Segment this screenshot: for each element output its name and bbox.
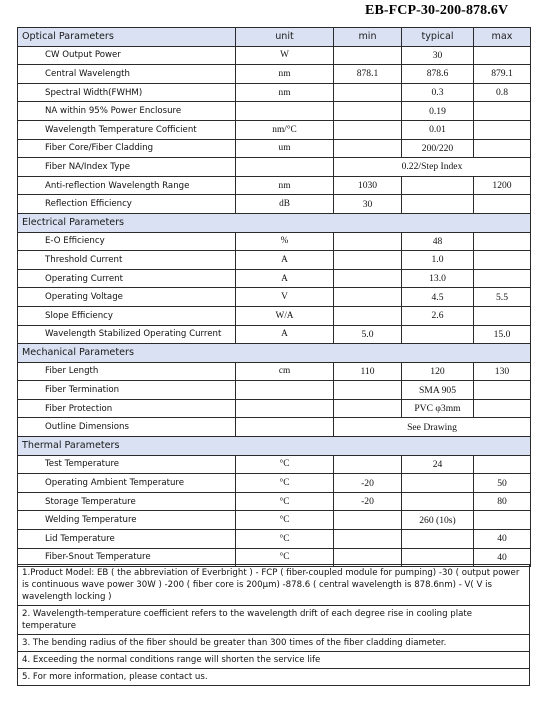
max-cell — [474, 306, 531, 325]
unit-cell: °C — [236, 455, 334, 474]
table-row — [18, 251, 531, 270]
typical-cell — [402, 195, 474, 214]
max-cell — [474, 195, 531, 214]
parameter-name: Operating Voltage — [18, 288, 236, 307]
table-row — [18, 139, 531, 158]
max-cell — [474, 269, 531, 288]
typical-cell — [402, 474, 474, 493]
section-title: Electrical Parameters — [18, 213, 531, 232]
parameter-name: Operating Current — [18, 269, 236, 288]
table-row — [18, 83, 531, 102]
table-row — [18, 176, 531, 195]
table-row — [18, 232, 531, 251]
unit-cell: V — [236, 288, 334, 307]
section-title: Mechanical Parameters — [18, 344, 531, 363]
typical-cell: 200/220 — [402, 139, 474, 158]
table-row — [18, 362, 531, 381]
min-cell — [334, 381, 402, 400]
typical-cell: 13.0 — [402, 269, 474, 288]
unit-cell: dB — [236, 195, 334, 214]
typical-cell: 0.01 — [402, 120, 474, 139]
min-cell — [334, 306, 402, 325]
min-cell — [334, 511, 402, 530]
parameter-name: Welding Temperature — [18, 511, 236, 530]
table-row — [18, 46, 531, 65]
min-cell: -20 — [334, 492, 402, 511]
max-cell: 130 — [474, 362, 531, 381]
model-number: EB-FCP-30-200-878.6V — [365, 3, 509, 18]
unit-cell: A — [236, 251, 334, 270]
typical-cell: SMA 905 — [402, 381, 474, 400]
typical-cell: 30 — [402, 46, 474, 65]
parameter-name: Lid Temperature — [18, 530, 236, 549]
parameter-name: Wavelength Stabilized Operating Current — [18, 325, 236, 344]
table-row — [18, 418, 531, 437]
max-cell: 80 — [474, 492, 531, 511]
unit-cell: % — [236, 232, 334, 251]
max-cell — [474, 381, 531, 400]
column-header-max: max — [474, 28, 531, 47]
note-item: 5. For more information, please contact us. — [17, 669, 530, 686]
typical-cell: 4.5 — [402, 288, 474, 307]
table-row — [18, 455, 531, 474]
notes-list — [17, 564, 530, 686]
max-cell: 40 — [474, 530, 531, 549]
column-header-min: min — [334, 28, 402, 47]
table-row — [18, 306, 531, 325]
unit-cell: A — [236, 269, 334, 288]
max-cell: 1200 — [474, 176, 531, 195]
parameter-name: Slope Efficiency — [18, 306, 236, 325]
table-row — [18, 158, 531, 177]
max-cell — [474, 139, 531, 158]
max-cell: 879.1 — [474, 65, 531, 84]
table-row — [18, 530, 531, 549]
parameter-name: Test Temperature — [18, 455, 236, 474]
unit-cell: °C — [236, 511, 334, 530]
table-row — [18, 325, 531, 344]
section-title: Optical Parameters — [18, 28, 236, 47]
typical-cell — [402, 492, 474, 511]
min-cell: 878.1 — [334, 65, 402, 84]
note-item: 2. Wavelength-temperature coefficient refers to the wavelength drift of each degree rise in cooling plate temperature — [17, 606, 530, 635]
max-cell: 40 — [474, 548, 531, 567]
table-row — [18, 381, 531, 400]
table-row — [18, 120, 531, 139]
unit-cell: °C — [236, 530, 334, 549]
parameter-name: Operating Ambient Temperature — [18, 474, 236, 493]
parameter-name: Outline Dimensions — [18, 418, 236, 437]
table-row — [18, 511, 531, 530]
table-row — [18, 65, 531, 84]
section-title: Thermal Parameters — [18, 437, 531, 456]
parameter-name: Storage Temperature — [18, 492, 236, 511]
max-cell — [474, 455, 531, 474]
max-cell — [474, 46, 531, 65]
unit-cell — [236, 381, 334, 400]
unit-cell: A — [236, 325, 334, 344]
typical-cell — [402, 530, 474, 549]
typical-cell: 1.0 — [402, 251, 474, 270]
unit-cell: nm — [236, 83, 334, 102]
min-cell: 5.0 — [334, 325, 402, 344]
max-cell: 50 — [474, 474, 531, 493]
unit-cell: nm — [236, 176, 334, 195]
note-item: 1.Product Model: EB ( the abbreviation of Everbright ) - FCP ( fiber-coupled module for pumping) -30 ( output power is continuous wave power 30W ) -200 ( fiber core is 200μm) -878.6 ( central wavelength is 878.6nm) - V( V is wavelength locking ) — [17, 564, 530, 606]
parameter-name: CW Output Power — [18, 46, 236, 65]
unit-cell: cm — [236, 362, 334, 381]
unit-cell: °C — [236, 474, 334, 493]
max-cell: 0.8 — [474, 83, 531, 102]
parameter-name: Fiber Core/Fiber Cladding — [18, 139, 236, 158]
typical-cell: 260 (10s) — [402, 511, 474, 530]
min-cell — [334, 139, 402, 158]
unit-cell: °C — [236, 492, 334, 511]
unit-cell — [236, 102, 334, 121]
table-row — [18, 102, 531, 121]
table-row — [18, 288, 531, 307]
typical-cell: 48 — [402, 232, 474, 251]
max-cell — [474, 102, 531, 121]
max-cell — [474, 251, 531, 270]
section-header-row — [18, 213, 531, 232]
unit-cell: nm — [236, 65, 334, 84]
typical-cell: See Drawing — [334, 418, 531, 437]
table-row — [18, 269, 531, 288]
min-cell — [334, 232, 402, 251]
unit-cell: °C — [236, 548, 334, 567]
section-header-row — [18, 28, 531, 47]
min-cell — [334, 288, 402, 307]
parameter-name: Fiber Protection — [18, 399, 236, 418]
parameter-name: Central Wavelength — [18, 65, 236, 84]
section-header-row — [18, 437, 531, 456]
min-cell — [334, 251, 402, 270]
min-cell — [334, 399, 402, 418]
typical-cell: 120 — [402, 362, 474, 381]
parameter-name: Fiber-Snout Temperature — [18, 548, 236, 567]
max-cell: 15.0 — [474, 325, 531, 344]
typical-cell — [402, 176, 474, 195]
table-row — [18, 492, 531, 511]
min-cell — [334, 83, 402, 102]
typical-cell: 24 — [402, 455, 474, 474]
parameter-name: Threshold Current — [18, 251, 236, 270]
unit-cell — [236, 418, 334, 437]
min-cell: -20 — [334, 474, 402, 493]
table-row — [18, 474, 531, 493]
max-cell — [474, 399, 531, 418]
unit-cell: W — [236, 46, 334, 65]
parameter-name: Reflection Efficiency — [18, 195, 236, 214]
parameter-name: Fiber Termination — [18, 381, 236, 400]
typical-cell: PVC φ3mm — [402, 399, 474, 418]
unit-cell: um — [236, 139, 334, 158]
typical-cell: 0.3 — [402, 83, 474, 102]
min-cell — [334, 120, 402, 139]
table-row — [18, 399, 531, 418]
min-cell — [334, 455, 402, 474]
parameter-name: Fiber Length — [18, 362, 236, 381]
unit-cell — [236, 158, 334, 177]
section-header-row — [18, 344, 531, 363]
parameter-name: E-O Efficiency — [18, 232, 236, 251]
parameter-name: Fiber NA/Index Type — [18, 158, 236, 177]
min-cell: 110 — [334, 362, 402, 381]
min-cell — [334, 102, 402, 121]
unit-cell: nm/°C — [236, 120, 334, 139]
typical-cell: 0.19 — [402, 102, 474, 121]
parameter-name: Spectral Width(FWHM) — [18, 83, 236, 102]
note-item: 3. The bending radius of the fiber should be greater than 300 times of the fiber cladding diameter. — [17, 635, 530, 652]
min-cell — [334, 269, 402, 288]
typical-cell: 0.22/Step Index — [334, 158, 531, 177]
note-item: 4. Exceeding the normal conditions range will shorten the service life — [17, 652, 530, 669]
table-row — [18, 195, 531, 214]
max-cell — [474, 232, 531, 251]
spec-table — [17, 27, 531, 567]
column-header-unit: unit — [236, 28, 334, 47]
max-cell — [474, 120, 531, 139]
min-cell — [334, 530, 402, 549]
unit-cell: W/A — [236, 306, 334, 325]
parameter-name: NA within 95% Power Enclosure — [18, 102, 236, 121]
min-cell — [334, 46, 402, 65]
typical-cell — [402, 325, 474, 344]
min-cell: 30 — [334, 195, 402, 214]
parameter-name: Wavelength Temperature Cofficient — [18, 120, 236, 139]
unit-cell — [236, 399, 334, 418]
max-cell — [474, 511, 531, 530]
column-header-typical: typical — [402, 28, 474, 47]
typical-cell: 2.6 — [402, 306, 474, 325]
min-cell: 1030 — [334, 176, 402, 195]
parameter-name: Anti-reflection Wavelength Range — [18, 176, 236, 195]
typical-cell: 878.6 — [402, 65, 474, 84]
max-cell: 5.5 — [474, 288, 531, 307]
